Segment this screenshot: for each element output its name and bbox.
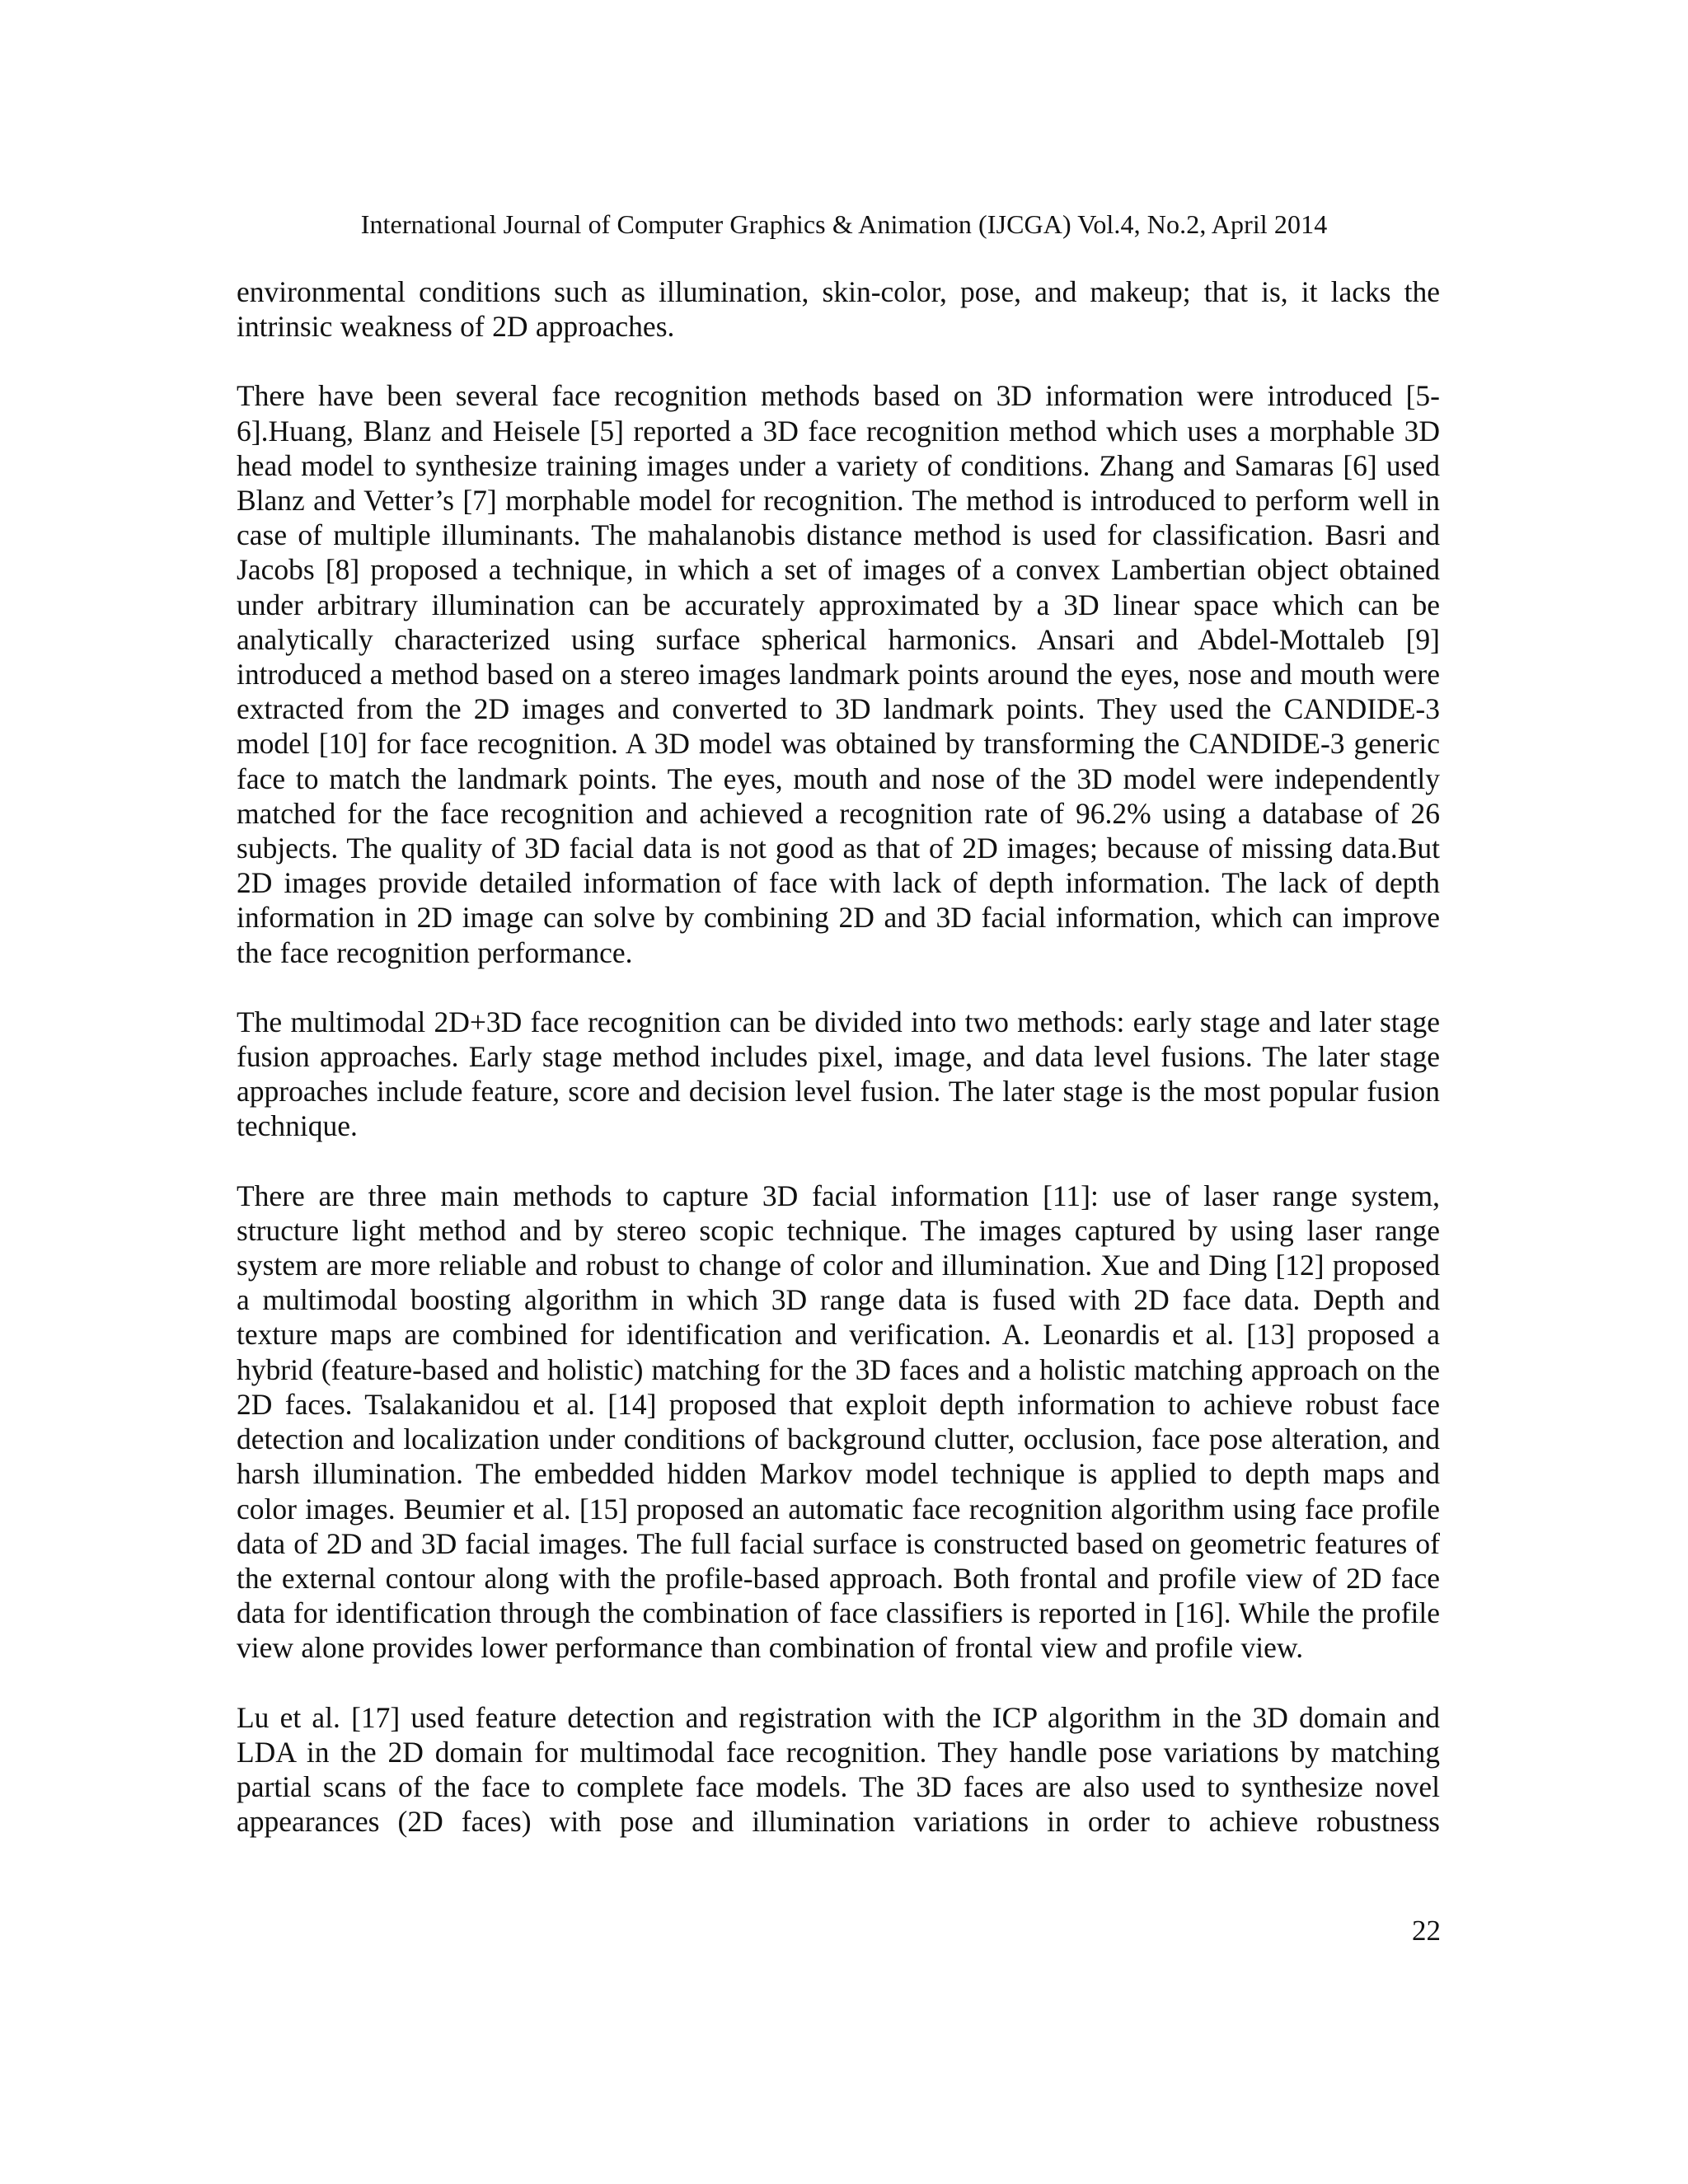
page-number: 22: [1412, 1915, 1441, 1947]
paragraph-1: environmental conditions such as illumination, skin-color, pose, and makeup; that is, it lacks the intrinsic weakness of 2D approaches.: [237, 275, 1440, 344]
body-text: [237, 274, 1440, 1839]
paragraph-3: The multimodal 2D+3D face recognition can be divided into two methods: early stage and later stage fusion approaches. Early stage method includes pixel, image, and data level fusions. The later stage approaches include feature, score and decision level fusion. The later stage is the most popular fusion technique.: [237, 1005, 1440, 1143]
paragraph-2: There have been several face recognition methods based on 3D information were introduced [5-6].Huang, Blanz and Heisele [5] reported a 3D face recognition method which uses a morphable 3D head model to synthesize training images under a variety of conditions. Zhang and Samaras [6] used Blanz and Vetter’s [7] morphable model for recognition. The method is introduced to perform well in case of multiple illuminants. The mahalanobis distance method is used for classification. Basri and Jacobs [8] proposed a technique, in which a set of images of a convex Lambertian object obtained under arbitrary illumination can be accurately approximated by a 3D linear space which can be analytically characterized using surface spherical harmonics. Ansari and Abdel-Mottaleb [9] introduced a method based on a stereo images landmark points around the eyes, nose and mouth were extracted from the 2D images and converted to 3D landmark points. They used the CANDIDE-3 model [10] for face recognition. A 3D model was obtained by transforming the CANDIDE-3 generic face to match the landmark points. The eyes, mouth and nose of the 3D model were independently matched for the face recognition and achieved a recognition rate of 96.2% using a database of 26 subjects. The quality of 3D facial data is not good as that of 2D images; because of missing data.But 2D images provide detailed information of face with lack of depth information. The lack of depth information in 2D image can solve by combining 2D and 3D facial information, which can improve the face recognition performance.: [237, 379, 1440, 969]
paragraph-5: Lu et al. [17] used feature detection and registration with the ICP algorithm in the 3D domain and LDA in the 2D domain for multimodal face recognition. They handle pose variations by matching partial scans of the face to complete face models. The 3D faces are also used to synthesize novel appearances (2D faces) with pose and illumination variations in order to achieve robustness: [237, 1700, 1440, 1839]
running-header: International Journal of Computer Graphics & Animation (IJCGA) Vol.4, No.2, April 2014: [360, 209, 1328, 239]
paragraph-4: There are three main methods to capture 3D facial information [11]: use of laser range system, structure light method and by stereo scopic technique. The images captured by using laser range system are more reliable and robust to change of color and illumination. Xue and Ding [12] proposed a multimodal boosting algorithm in which 3D range data is fused with 2D face data. Depth and texture maps are combined for identification and verification. A. Leonardis et al. [13] proposed a hybrid (feature-based and holistic) matching for the 3D faces and a holistic matching approach on the 2D faces. Tsalakanidou et al. [14] proposed that exploit depth information to achieve robust face detection and localization under conditions of background clutter, occlusion, face pose alteration, and harsh illumination. The embedded hidden Markov model technique is applied to depth maps and color images. Beumier et al. [15] proposed an automatic face recognition algorithm using face profile data of 2D and 3D facial images. The full facial surface is constructed based on geometric features of the external contour along with the profile-based approach. Both frontal and profile view of 2D face data for identification through the combination of face classifiers is reported in [16]. While the profile view alone provides lower performance than combination of frontal view and profile view.: [237, 1179, 1440, 1665]
